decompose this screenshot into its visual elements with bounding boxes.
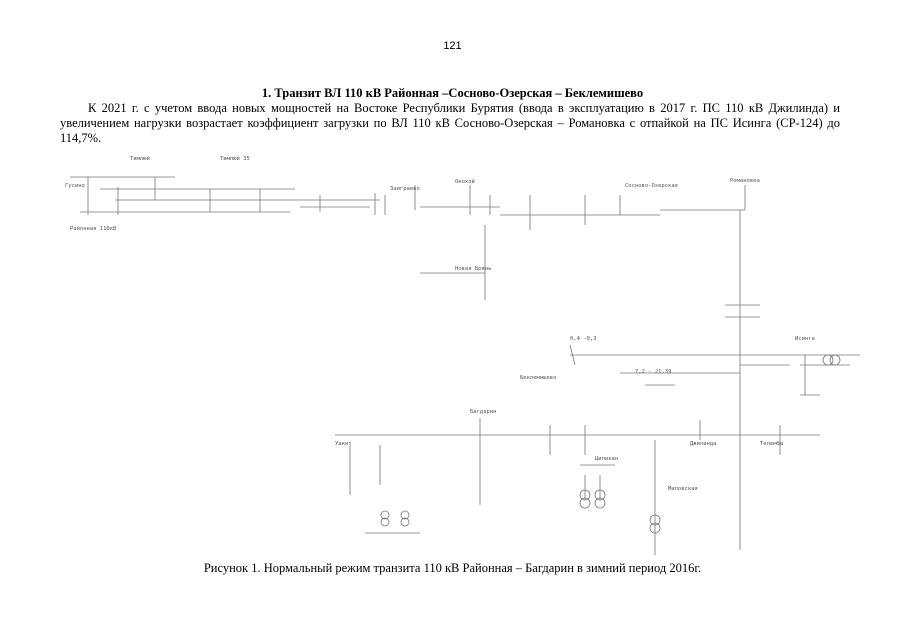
svg-text:Уакит: Уакит bbox=[335, 441, 352, 447]
svg-text:Джилинда: Джилинда bbox=[690, 441, 717, 447]
svg-text:Исинга: Исинга bbox=[795, 336, 815, 342]
section-title: 1. Транзит ВЛ 110 кВ Районная –Сосново-Озерская – Беклемишево bbox=[261, 86, 644, 100]
svg-text:Багдарин: Багдарин bbox=[470, 409, 497, 415]
svg-text:Районная 110кВ: Районная 110кВ bbox=[70, 226, 117, 232]
label-beklemishevo: Беклемишево bbox=[520, 375, 557, 381]
svg-text:7,2 - 21,39: 7,2 - 21,39 bbox=[635, 369, 672, 375]
network-diagram bbox=[60, 155, 860, 560]
network-diagram-svg bbox=[60, 155, 860, 560]
svg-text:Тимлюй 35: Тимлюй 35 bbox=[220, 156, 250, 162]
svg-text:Новая Брянь: Новая Брянь bbox=[455, 266, 492, 272]
svg-text:Тимлюй: Тимлюй bbox=[130, 156, 150, 162]
svg-text:Маловская: Маловская bbox=[668, 486, 698, 492]
page-number: 121 bbox=[443, 40, 462, 52]
svg-text:0,4 -0,3: 0,4 -0,3 bbox=[570, 336, 597, 342]
svg-text:Романовка: Романовка bbox=[730, 178, 760, 184]
figure-caption: Рисунок 1. Нормальный режим транзита 110 кВ Районная – Багдарин в зимний период 2016г. bbox=[203, 561, 702, 575]
svg-text:Онохой: Онохой bbox=[455, 179, 475, 185]
svg-text:Телемба: Телемба bbox=[760, 441, 784, 447]
svg-text:Заиграево: Заиграево bbox=[390, 186, 420, 192]
svg-text:Гусино: Гусино bbox=[65, 183, 85, 189]
svg-text:Ципикан: Ципикан bbox=[595, 456, 619, 462]
svg-text:Сосново-Озерская: Сосново-Озерская bbox=[625, 183, 678, 189]
body-paragraph: К 2021 г. с учетом ввода новых мощностей на Востоке Республики Бурятия (ввода в эксплуатацию в 2017 г. ПС 110 кВ Джилинда) и увеличением нагрузки возрастает коэффициент загрузки по ВЛ 110 кВ Сосново-Озерская – Романовка с отпайкой на ПС Исинга (СР-124) до 114,7%. bbox=[60, 101, 840, 145]
